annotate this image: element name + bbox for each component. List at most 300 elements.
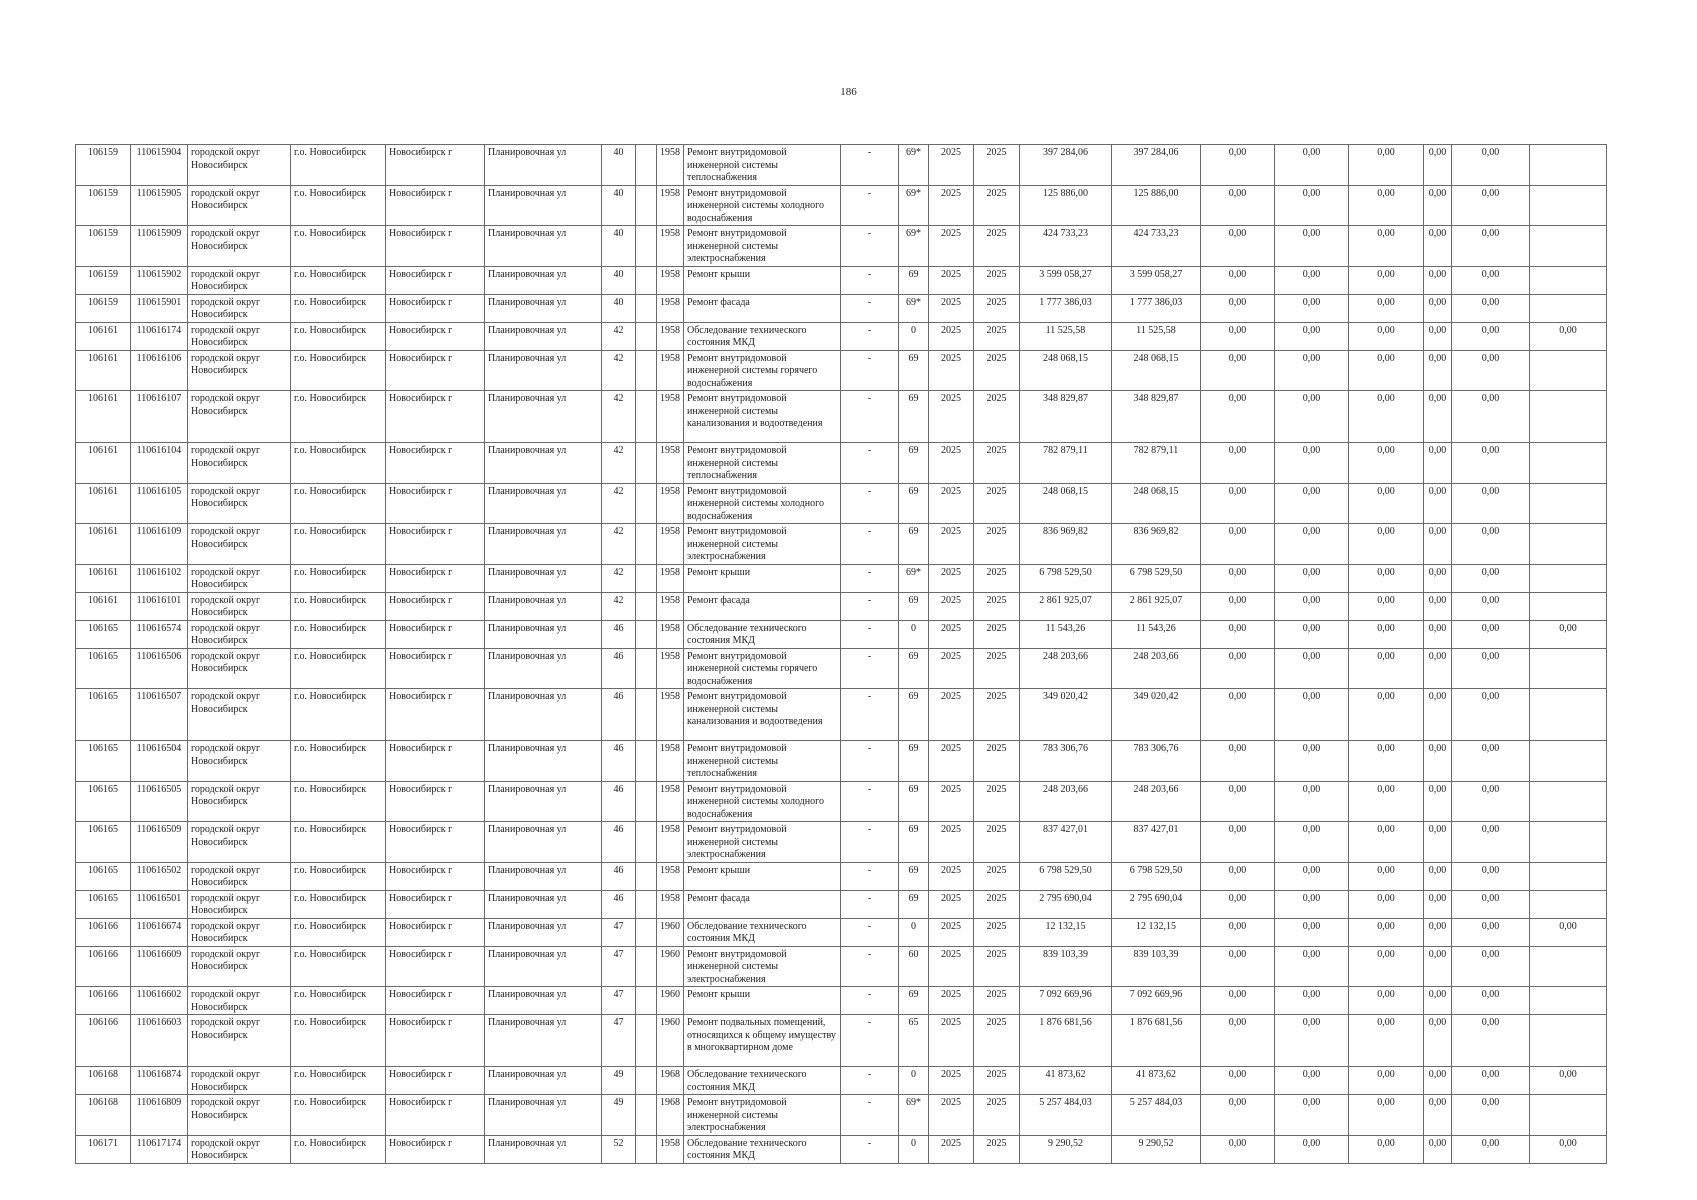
cell-work-type: Обследование технического состояния МКД <box>684 322 841 350</box>
cell-house-id: 106166 <box>76 918 131 946</box>
cell-street: Планировочная ул <box>485 862 602 890</box>
cell-house-number: 52 <box>602 1135 636 1163</box>
cell-other-funds: 0,00 <box>1452 391 1530 443</box>
cell-work-type: Ремонт внутридомовой инженерной системы электроснабжения <box>684 226 841 267</box>
cell-budget-regional: 0,00 <box>1275 648 1349 689</box>
cell-work-type: Ремонт внутридомовой инженерной системы горячего водоснабжения <box>684 648 841 689</box>
cell-city: Новосибирск г <box>386 443 485 484</box>
cell-other-funds: 0,00 <box>1452 185 1530 226</box>
cell-city: Новосибирск г <box>386 350 485 391</box>
cell-municipality: городской округ Новосибирск <box>188 350 291 391</box>
cell-plan-year-start: 2025 <box>929 185 974 226</box>
cell-building <box>636 443 657 484</box>
cell-survey-cost <box>1530 862 1607 890</box>
cell-plan-year-end: 2025 <box>974 185 1020 226</box>
cell-building <box>636 987 657 1015</box>
cell-budget-local: 0,00 <box>1349 648 1424 689</box>
cell-fund-cost: 839 103,39 <box>1112 946 1201 987</box>
cell-work-type: Ремонт внутридомовой инженерной системы электроснабжения <box>684 822 841 863</box>
cell-budget-local: 0,00 <box>1349 862 1424 890</box>
cell-house-id: 106171 <box>76 1135 131 1163</box>
cell-district: г.о. Новосибирск <box>291 185 386 226</box>
cell-house-number: 47 <box>602 946 636 987</box>
cell-street: Планировочная ул <box>485 443 602 484</box>
cell-work-id: 110616506 <box>131 648 188 689</box>
cell-dash: - <box>841 918 899 946</box>
cell-district: г.о. Новосибирск <box>291 350 386 391</box>
cell-plan-year-start: 2025 <box>929 524 974 565</box>
cell-house-id: 106161 <box>76 391 131 443</box>
cell-district: г.о. Новосибирск <box>291 946 386 987</box>
cell-wear-percent: 60 <box>899 946 929 987</box>
cell-work-type: Ремонт фасада <box>684 592 841 620</box>
cell-plan-year-end: 2025 <box>974 781 1020 822</box>
cell-total-cost: 248 068,15 <box>1020 350 1112 391</box>
cell-work-id: 110617174 <box>131 1135 188 1163</box>
cell-budget-local: 0,00 <box>1349 391 1424 443</box>
cell-survey-cost: 0,00 <box>1530 620 1607 648</box>
cell-survey-cost: 0,00 <box>1530 918 1607 946</box>
cell-plan-year-end: 2025 <box>974 946 1020 987</box>
cell-budget-local: 0,00 <box>1349 266 1424 294</box>
cell-municipality: городской округ Новосибирск <box>188 1135 291 1163</box>
cell-plan-year-start: 2025 <box>929 266 974 294</box>
cell-work-id: 110616874 <box>131 1067 188 1095</box>
cell-street: Планировочная ул <box>485 592 602 620</box>
cell-survey-cost <box>1530 946 1607 987</box>
cell-budget-local: 0,00 <box>1349 443 1424 484</box>
cell-budget-local: 0,00 <box>1349 946 1424 987</box>
cell-city: Новосибирск г <box>386 266 485 294</box>
cell-owners-funds: 0,00 <box>1424 592 1452 620</box>
cell-survey-cost <box>1530 890 1607 918</box>
cell-house-number: 42 <box>602 322 636 350</box>
cell-plan-year-start: 2025 <box>929 443 974 484</box>
table-row <box>76 322 1607 350</box>
cell-total-cost: 2 861 925,07 <box>1020 592 1112 620</box>
cell-street: Планировочная ул <box>485 564 602 592</box>
cell-construction-year: 1958 <box>657 443 684 484</box>
cell-work-type: Обследование технического состояния МКД <box>684 918 841 946</box>
cell-district: г.о. Новосибирск <box>291 648 386 689</box>
cell-fund-cost: 349 020,42 <box>1112 689 1201 741</box>
cell-house-id: 106165 <box>76 781 131 822</box>
cell-building <box>636 266 657 294</box>
cell-street: Планировочная ул <box>485 1135 602 1163</box>
cell-building <box>636 322 657 350</box>
cell-city: Новосибирск г <box>386 862 485 890</box>
cell-street: Планировочная ул <box>485 987 602 1015</box>
cell-district: г.о. Новосибирск <box>291 391 386 443</box>
cell-budget-local: 0,00 <box>1349 524 1424 565</box>
cell-wear-percent: 69* <box>899 226 929 267</box>
cell-other-funds: 0,00 <box>1452 689 1530 741</box>
cell-construction-year: 1960 <box>657 918 684 946</box>
cell-survey-cost <box>1530 781 1607 822</box>
table-row <box>76 648 1607 689</box>
cell-street: Планировочная ул <box>485 946 602 987</box>
cell-owners-funds: 0,00 <box>1424 918 1452 946</box>
cell-owners-funds: 0,00 <box>1424 1015 1452 1067</box>
cell-district: г.о. Новосибирск <box>291 1135 386 1163</box>
cell-house-number: 42 <box>602 350 636 391</box>
cell-house-number: 47 <box>602 987 636 1015</box>
cell-wear-percent: 65 <box>899 1015 929 1067</box>
cell-budget-local: 0,00 <box>1349 1015 1424 1067</box>
cell-house-number: 42 <box>602 443 636 484</box>
cell-budget-regional: 0,00 <box>1275 946 1349 987</box>
cell-plan-year-start: 2025 <box>929 781 974 822</box>
cell-total-cost: 1 777 386,03 <box>1020 294 1112 322</box>
cell-construction-year: 1968 <box>657 1095 684 1136</box>
cell-other-funds: 0,00 <box>1452 266 1530 294</box>
cell-work-type: Ремонт внутридомовой инженерной системы теплоснабжения <box>684 741 841 782</box>
cell-house-number: 40 <box>602 185 636 226</box>
cell-budget-regional: 0,00 <box>1275 145 1349 186</box>
cell-dash: - <box>841 483 899 524</box>
cell-work-type: Ремонт фасада <box>684 890 841 918</box>
cell-budget-federal: 0,00 <box>1201 226 1275 267</box>
cell-owners-funds: 0,00 <box>1424 564 1452 592</box>
cell-fund-cost: 348 829,87 <box>1112 391 1201 443</box>
cell-municipality: городской округ Новосибирск <box>188 741 291 782</box>
cell-house-number: 42 <box>602 564 636 592</box>
cell-survey-cost <box>1530 483 1607 524</box>
cell-wear-percent: 0 <box>899 1067 929 1095</box>
cell-budget-regional: 0,00 <box>1275 226 1349 267</box>
cell-house-id: 106161 <box>76 350 131 391</box>
cell-dash: - <box>841 946 899 987</box>
cell-district: г.о. Новосибирск <box>291 524 386 565</box>
cell-budget-regional: 0,00 <box>1275 185 1349 226</box>
cell-plan-year-start: 2025 <box>929 350 974 391</box>
cell-street: Планировочная ул <box>485 648 602 689</box>
cell-street: Планировочная ул <box>485 391 602 443</box>
cell-street: Планировочная ул <box>485 1067 602 1095</box>
cell-budget-federal: 0,00 <box>1201 564 1275 592</box>
cell-budget-federal: 0,00 <box>1201 350 1275 391</box>
cell-city: Новосибирск г <box>386 781 485 822</box>
cell-fund-cost: 9 290,52 <box>1112 1135 1201 1163</box>
cell-work-type: Ремонт подвальных помещений, относящихся к общему имуществу в многоквартирном доме <box>684 1015 841 1067</box>
cell-municipality: городской округ Новосибирск <box>188 226 291 267</box>
cell-budget-local: 0,00 <box>1349 350 1424 391</box>
cell-building <box>636 350 657 391</box>
table-row <box>76 266 1607 294</box>
cell-plan-year-start: 2025 <box>929 322 974 350</box>
cell-work-type: Ремонт внутридомовой инженерной системы теплоснабжения <box>684 145 841 186</box>
cell-fund-cost: 1 777 386,03 <box>1112 294 1201 322</box>
cell-budget-local: 0,00 <box>1349 689 1424 741</box>
cell-building <box>636 1095 657 1136</box>
cell-work-type: Ремонт фасада <box>684 294 841 322</box>
cell-municipality: городской округ Новосибирск <box>188 1067 291 1095</box>
cell-city: Новосибирск г <box>386 620 485 648</box>
cell-plan-year-end: 2025 <box>974 443 1020 484</box>
cell-other-funds: 0,00 <box>1452 145 1530 186</box>
cell-work-type: Ремонт внутридомовой инженерной системы канализования и водоотведения <box>684 391 841 443</box>
table-row <box>76 946 1607 987</box>
cell-municipality: городской округ Новосибирск <box>188 987 291 1015</box>
cell-work-type: Ремонт внутридомовой инженерной системы холодного водоснабжения <box>684 781 841 822</box>
cell-survey-cost: 0,00 <box>1530 1067 1607 1095</box>
cell-owners-funds: 0,00 <box>1424 862 1452 890</box>
cell-owners-funds: 0,00 <box>1424 185 1452 226</box>
cell-house-number: 47 <box>602 1015 636 1067</box>
cell-district: г.о. Новосибирск <box>291 620 386 648</box>
page-number: 186 <box>840 86 857 98</box>
cell-budget-regional: 0,00 <box>1275 483 1349 524</box>
table-row <box>76 918 1607 946</box>
cell-construction-year: 1958 <box>657 391 684 443</box>
cell-wear-percent: 69 <box>899 648 929 689</box>
cell-survey-cost <box>1530 822 1607 863</box>
cell-municipality: городской округ Новосибирск <box>188 294 291 322</box>
cell-fund-cost: 782 879,11 <box>1112 443 1201 484</box>
cell-work-id: 110616502 <box>131 862 188 890</box>
cell-fund-cost: 6 798 529,50 <box>1112 862 1201 890</box>
cell-plan-year-start: 2025 <box>929 294 974 322</box>
cell-house-id: 106168 <box>76 1095 131 1136</box>
cell-district: г.о. Новосибирск <box>291 322 386 350</box>
cell-budget-local: 0,00 <box>1349 226 1424 267</box>
cell-budget-federal: 0,00 <box>1201 781 1275 822</box>
cell-budget-regional: 0,00 <box>1275 524 1349 565</box>
cell-owners-funds: 0,00 <box>1424 145 1452 186</box>
cell-budget-regional: 0,00 <box>1275 1067 1349 1095</box>
cell-plan-year-start: 2025 <box>929 620 974 648</box>
cell-street: Планировочная ул <box>485 781 602 822</box>
cell-municipality: городской округ Новосибирск <box>188 890 291 918</box>
cell-district: г.о. Новосибирск <box>291 1095 386 1136</box>
cell-street: Планировочная ул <box>485 918 602 946</box>
cell-fund-cost: 125 886,00 <box>1112 185 1201 226</box>
cell-total-cost: 5 257 484,03 <box>1020 1095 1112 1136</box>
cell-owners-funds: 0,00 <box>1424 741 1452 782</box>
cell-city: Новосибирск г <box>386 648 485 689</box>
cell-fund-cost: 1 876 681,56 <box>1112 1015 1201 1067</box>
cell-construction-year: 1958 <box>657 483 684 524</box>
cell-wear-percent: 69 <box>899 741 929 782</box>
cell-plan-year-start: 2025 <box>929 1135 974 1163</box>
cell-owners-funds: 0,00 <box>1424 987 1452 1015</box>
cell-work-id: 110616603 <box>131 1015 188 1067</box>
cell-budget-local: 0,00 <box>1349 564 1424 592</box>
cell-construction-year: 1958 <box>657 350 684 391</box>
cell-building <box>636 648 657 689</box>
cell-budget-regional: 0,00 <box>1275 564 1349 592</box>
cell-house-id: 106165 <box>76 689 131 741</box>
cell-plan-year-end: 2025 <box>974 350 1020 391</box>
cell-district: г.о. Новосибирск <box>291 741 386 782</box>
cell-fund-cost: 2 795 690,04 <box>1112 890 1201 918</box>
table-row <box>76 1095 1607 1136</box>
cell-district: г.о. Новосибирск <box>291 1067 386 1095</box>
cell-municipality: городской округ Новосибирск <box>188 822 291 863</box>
cell-work-id: 110616505 <box>131 781 188 822</box>
cell-budget-regional: 0,00 <box>1275 862 1349 890</box>
capital-repair-table <box>75 144 1607 1164</box>
cell-street: Планировочная ул <box>485 822 602 863</box>
cell-fund-cost: 248 068,15 <box>1112 483 1201 524</box>
cell-municipality: городской округ Новосибирск <box>188 443 291 484</box>
cell-total-cost: 6 798 529,50 <box>1020 564 1112 592</box>
cell-total-cost: 837 427,01 <box>1020 822 1112 863</box>
cell-other-funds: 0,00 <box>1452 946 1530 987</box>
cell-municipality: городской округ Новосибирск <box>188 1095 291 1136</box>
cell-building <box>636 592 657 620</box>
cell-municipality: городской округ Новосибирск <box>188 620 291 648</box>
cell-budget-federal: 0,00 <box>1201 620 1275 648</box>
cell-dash: - <box>841 145 899 186</box>
cell-budget-regional: 0,00 <box>1275 266 1349 294</box>
cell-construction-year: 1958 <box>657 322 684 350</box>
cell-municipality: городской округ Новосибирск <box>188 1015 291 1067</box>
cell-total-cost: 12 132,15 <box>1020 918 1112 946</box>
cell-district: г.о. Новосибирск <box>291 689 386 741</box>
cell-fund-cost: 248 068,15 <box>1112 350 1201 391</box>
cell-municipality: городской округ Новосибирск <box>188 689 291 741</box>
cell-city: Новосибирск г <box>386 294 485 322</box>
cell-other-funds: 0,00 <box>1452 862 1530 890</box>
cell-house-id: 106161 <box>76 592 131 620</box>
cell-dash: - <box>841 890 899 918</box>
cell-survey-cost <box>1530 294 1607 322</box>
cell-budget-local: 0,00 <box>1349 620 1424 648</box>
cell-budget-regional: 0,00 <box>1275 987 1349 1015</box>
cell-survey-cost <box>1530 689 1607 741</box>
cell-other-funds: 0,00 <box>1452 322 1530 350</box>
cell-city: Новосибирск г <box>386 918 485 946</box>
cell-budget-local: 0,00 <box>1349 987 1424 1015</box>
cell-city: Новосибирск г <box>386 1095 485 1136</box>
cell-fund-cost: 6 798 529,50 <box>1112 564 1201 592</box>
cell-work-id: 110615905 <box>131 185 188 226</box>
cell-street: Планировочная ул <box>485 890 602 918</box>
cell-house-id: 106161 <box>76 524 131 565</box>
cell-survey-cost <box>1530 145 1607 186</box>
cell-plan-year-start: 2025 <box>929 822 974 863</box>
cell-work-id: 110616674 <box>131 918 188 946</box>
cell-plan-year-start: 2025 <box>929 946 974 987</box>
cell-budget-local: 0,00 <box>1349 483 1424 524</box>
cell-budget-federal: 0,00 <box>1201 1067 1275 1095</box>
cell-dash: - <box>841 391 899 443</box>
cell-construction-year: 1958 <box>657 890 684 918</box>
table-row <box>76 1067 1607 1095</box>
cell-city: Новосибирск г <box>386 1067 485 1095</box>
cell-budget-local: 0,00 <box>1349 145 1424 186</box>
cell-survey-cost <box>1530 741 1607 782</box>
cell-other-funds: 0,00 <box>1452 648 1530 689</box>
cell-wear-percent: 69 <box>899 862 929 890</box>
cell-fund-cost: 836 969,82 <box>1112 524 1201 565</box>
cell-plan-year-end: 2025 <box>974 1015 1020 1067</box>
cell-work-id: 110616102 <box>131 564 188 592</box>
cell-budget-regional: 0,00 <box>1275 322 1349 350</box>
cell-owners-funds: 0,00 <box>1424 1135 1452 1163</box>
cell-other-funds: 0,00 <box>1452 524 1530 565</box>
cell-budget-regional: 0,00 <box>1275 1095 1349 1136</box>
cell-construction-year: 1960 <box>657 946 684 987</box>
cell-budget-federal: 0,00 <box>1201 322 1275 350</box>
cell-municipality: городской округ Новосибирск <box>188 483 291 524</box>
cell-construction-year: 1958 <box>657 822 684 863</box>
cell-plan-year-start: 2025 <box>929 145 974 186</box>
cell-street: Планировочная ул <box>485 1095 602 1136</box>
cell-dash: - <box>841 564 899 592</box>
cell-municipality: городской округ Новосибирск <box>188 524 291 565</box>
cell-dash: - <box>841 620 899 648</box>
cell-budget-federal: 0,00 <box>1201 689 1275 741</box>
cell-owners-funds: 0,00 <box>1424 483 1452 524</box>
cell-other-funds: 0,00 <box>1452 822 1530 863</box>
cell-total-cost: 397 284,06 <box>1020 145 1112 186</box>
cell-building <box>636 862 657 890</box>
cell-street: Планировочная ул <box>485 294 602 322</box>
cell-survey-cost <box>1530 185 1607 226</box>
cell-plan-year-start: 2025 <box>929 1067 974 1095</box>
cell-budget-local: 0,00 <box>1349 822 1424 863</box>
cell-municipality: городской округ Новосибирск <box>188 322 291 350</box>
cell-municipality: городской округ Новосибирск <box>188 145 291 186</box>
cell-budget-federal: 0,00 <box>1201 145 1275 186</box>
cell-street: Планировочная ул <box>485 266 602 294</box>
cell-building <box>636 1015 657 1067</box>
cell-budget-federal: 0,00 <box>1201 1095 1275 1136</box>
cell-total-cost: 9 290,52 <box>1020 1135 1112 1163</box>
cell-work-type: Обследование технического состояния МКД <box>684 620 841 648</box>
cell-house-id: 106159 <box>76 266 131 294</box>
cell-house-number: 49 <box>602 1067 636 1095</box>
cell-dash: - <box>841 741 899 782</box>
cell-house-number: 42 <box>602 592 636 620</box>
cell-dash: - <box>841 322 899 350</box>
cell-building <box>636 226 657 267</box>
cell-house-id: 106165 <box>76 620 131 648</box>
cell-work-type: Ремонт крыши <box>684 564 841 592</box>
cell-budget-federal: 0,00 <box>1201 524 1275 565</box>
cell-work-id: 110616174 <box>131 322 188 350</box>
cell-wear-percent: 69 <box>899 443 929 484</box>
cell-house-number: 46 <box>602 741 636 782</box>
cell-fund-cost: 248 203,66 <box>1112 648 1201 689</box>
cell-fund-cost: 7 092 669,96 <box>1112 987 1201 1015</box>
cell-city: Новосибирск г <box>386 185 485 226</box>
cell-building <box>636 946 657 987</box>
cell-work-id: 110616107 <box>131 391 188 443</box>
cell-budget-federal: 0,00 <box>1201 946 1275 987</box>
cell-total-cost: 348 829,87 <box>1020 391 1112 443</box>
cell-district: г.о. Новосибирск <box>291 443 386 484</box>
cell-survey-cost <box>1530 1095 1607 1136</box>
cell-owners-funds: 0,00 <box>1424 1095 1452 1136</box>
cell-wear-percent: 69 <box>899 987 929 1015</box>
cell-budget-local: 0,00 <box>1349 294 1424 322</box>
cell-city: Новосибирск г <box>386 946 485 987</box>
cell-work-type: Ремонт внутридомовой инженерной системы канализования и водоотведения <box>684 689 841 741</box>
cell-budget-regional: 0,00 <box>1275 294 1349 322</box>
table-row <box>76 592 1607 620</box>
cell-plan-year-start: 2025 <box>929 391 974 443</box>
cell-wear-percent: 69 <box>899 483 929 524</box>
cell-dash: - <box>841 524 899 565</box>
cell-work-type: Ремонт крыши <box>684 862 841 890</box>
cell-district: г.о. Новосибирск <box>291 781 386 822</box>
cell-budget-local: 0,00 <box>1349 1095 1424 1136</box>
cell-building <box>636 185 657 226</box>
cell-work-type: Обследование технического состояния МКД <box>684 1135 841 1163</box>
